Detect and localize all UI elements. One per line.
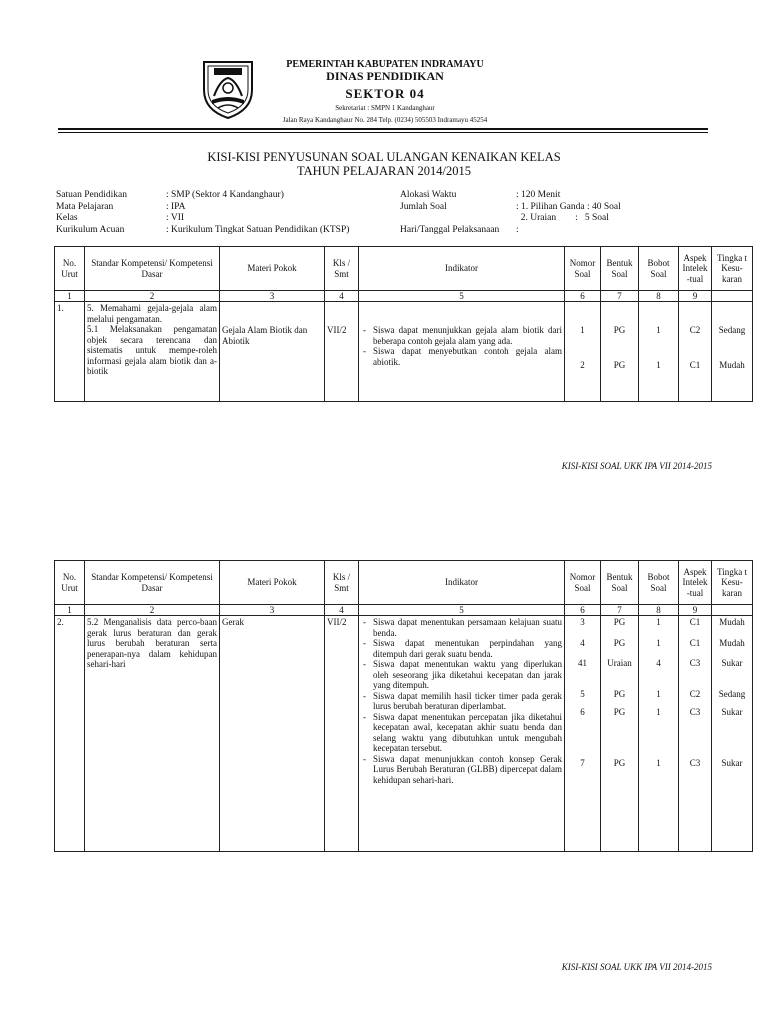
- col-number: [712, 291, 753, 302]
- document-subtitle: TAHUN PELAJARAN 2014/2015: [297, 164, 471, 178]
- col-number: 3: [220, 291, 325, 302]
- info-label: Satuan Pendidikan: [56, 190, 127, 200]
- col-number: 4: [325, 605, 359, 616]
- col-number: 7: [601, 291, 639, 302]
- tingkat-kesukaran: [712, 616, 753, 852]
- footer-text-1: KISI-KISI SOAL UKK IPA VII 2014-2015: [561, 461, 712, 471]
- header-bentuk: Bentuk Soal: [601, 247, 639, 291]
- bentuk-soal: [601, 302, 639, 402]
- info-label: Alokasi Waktu: [400, 190, 457, 200]
- aspek-intelektual: [679, 616, 712, 852]
- header-aspek: Aspek Intelek -tual: [679, 561, 712, 605]
- tingkat-value: Sukar: [721, 658, 743, 668]
- info-label: Kurikulum Acuan: [56, 224, 125, 235]
- bentuk-value: Uraian: [607, 658, 632, 668]
- col-number: 5: [359, 291, 565, 302]
- header-tingkat: Tingka t Kesu- karan: [712, 561, 753, 605]
- tingkat-kesukaran: [712, 302, 753, 402]
- tingkat-value: Mudah: [719, 359, 745, 370]
- header-no: No. Urut: [55, 561, 85, 605]
- col-number: 1: [55, 605, 85, 616]
- info-value: : VII: [166, 213, 185, 223]
- indikator-item: - Siswa dapat menentukan perpindahan yang ditempuh dari gerak suatu benda.: [361, 638, 562, 659]
- tingkat-value: Sedang: [718, 325, 746, 335]
- kls-smt: [325, 302, 359, 402]
- info-value: : Kurikulum Tingkat Satuan Pendidikan (KTSP): [166, 224, 350, 235]
- bobot-value: 1: [656, 688, 661, 699]
- aspek-intelektual: [679, 302, 712, 402]
- info-label: Kelas: [56, 213, 78, 223]
- bentuk-value: PG: [613, 757, 626, 768]
- header-bobot: Bobot Soal: [639, 561, 679, 605]
- nomor-value: 1: [580, 325, 585, 335]
- col-number: 4: [325, 291, 359, 302]
- nomor-value: 6: [580, 707, 585, 717]
- nomor-value: 4: [580, 637, 585, 648]
- col-number: 5: [359, 605, 565, 616]
- bentuk-value: PG: [613, 359, 626, 370]
- aspek-value: C2: [689, 325, 701, 335]
- bobot-soal: [639, 616, 679, 852]
- letterhead-line-2: DINAS PENDIDIKAN: [326, 69, 444, 83]
- table-header-row: [55, 561, 753, 605]
- nomor-value: 3: [580, 617, 585, 627]
- tingkat-value: Sukar: [721, 757, 743, 768]
- document-title: KISI-KISI PENYUSUNAN SOAL ULANGAN KENAIKAN KELAS: [207, 150, 561, 164]
- col-number: 8: [639, 291, 679, 302]
- aspek-value: C2: [689, 688, 701, 699]
- header-materi: Materi Pokok: [220, 561, 325, 605]
- row-no: 2.: [55, 616, 85, 852]
- indikator-item: - Siswa dapat menentukan persamaan kelajuan suatu benda.: [361, 617, 562, 638]
- tingkat-value: Mudah: [719, 617, 745, 627]
- nomor-value: 41: [578, 658, 587, 668]
- table-row: [55, 302, 753, 402]
- col-number: [712, 605, 753, 616]
- info-left: [56, 190, 349, 236]
- header-aspek: Aspek Intelek -tual: [679, 247, 712, 291]
- bobot-value: 1: [656, 617, 661, 627]
- footer-text-2: KISI-KISI SOAL UKK IPA VII 2014-2015: [561, 962, 712, 972]
- bentuk-value: PG: [613, 637, 626, 648]
- col-number: 7: [601, 605, 639, 616]
- aspek-value: C1: [689, 637, 701, 648]
- header-no: No. Urut: [55, 247, 85, 291]
- standar-kompetensi: 5. Memahami gejala-gejala alam melalui pengamatan.: [87, 303, 217, 324]
- nomor-value: 7: [580, 757, 585, 768]
- header-nomor: Nomor Soal: [565, 247, 601, 291]
- info-value: : SMP (Sektor 4 Kandanghaur): [166, 190, 284, 200]
- bobot-value: 1: [656, 637, 661, 648]
- nomor-value: 2: [580, 359, 585, 370]
- bentuk-soal: [601, 616, 639, 852]
- info-right: [400, 190, 621, 236]
- header-materi: Materi Pokok: [220, 247, 325, 291]
- tingkat-value: Mudah: [719, 637, 745, 648]
- indikator-item: - Siswa dapat menentukan percepatan jika diketahui kecepatan awal, kecepatan akhir suatu benda dan selang waktu yang dibutuhkan untuk mengubah kecepatan tersebut.: [361, 712, 562, 754]
- header-standar-kompetensi: Standar Kompetensi/ Kompetensi Dasar: [85, 247, 220, 291]
- header-kls: Kls / Smt: [325, 247, 359, 291]
- tingkat-value: Sukar: [721, 707, 743, 717]
- header-indikator: Indikator: [359, 247, 565, 291]
- indikator-cell: [359, 616, 565, 852]
- info-value: :: [516, 224, 519, 235]
- aspek-value: C1: [689, 617, 701, 627]
- header-nomor: Nomor Soal: [565, 561, 601, 605]
- kls-text: VII/2: [327, 325, 347, 335]
- header-kls: Kls / Smt: [325, 561, 359, 605]
- info-value: : 120 Menit: [516, 190, 561, 200]
- info-label: [400, 213, 516, 225]
- col-number: 2: [85, 291, 220, 302]
- nomor-value: 5: [580, 688, 585, 699]
- info-label: Jumlah Soal: [400, 201, 447, 212]
- kisi-table-1: [54, 246, 753, 402]
- table-row: [55, 616, 753, 852]
- col-number: 6: [565, 605, 601, 616]
- bobot-value: 1: [656, 325, 661, 335]
- aspek-value: C3: [689, 707, 701, 717]
- nomor-soal: [565, 616, 601, 852]
- letterhead-rule-thick: [58, 128, 708, 130]
- col-number: 1: [55, 291, 85, 302]
- indikator-item: - Siswa dapat menunjukkan gejala alam biotik dari beberapa contoh gejala alam yang ada.: [361, 325, 562, 346]
- letterhead-line-1: PEMERINTAH KABUPATEN INDRAMAYU: [286, 59, 484, 70]
- materi-pokok: Gerak: [220, 616, 325, 852]
- bobot-value: 4: [656, 658, 661, 668]
- bentuk-value: PG: [613, 617, 626, 627]
- col-number: 9: [679, 605, 712, 616]
- bobot-value: 1: [656, 359, 661, 370]
- bobot-value: 1: [656, 707, 661, 717]
- aspek-value: C3: [689, 658, 701, 668]
- col-number: 2: [85, 605, 220, 616]
- letterhead-line-3: SEKTOR 04: [345, 86, 425, 101]
- col-number: 3: [220, 605, 325, 616]
- table-header-row: [55, 247, 753, 291]
- indikator-item: - Siswa dapat menyebutkan contoh gejala alam abiotik.: [361, 346, 562, 367]
- letterhead-rule-thin: [58, 132, 708, 133]
- bobot-soal: [639, 302, 679, 402]
- header-bentuk: Bentuk Soal: [601, 561, 639, 605]
- column-number-row: [55, 605, 753, 616]
- indramayu-emblem-logo: [200, 56, 256, 120]
- indikator-cell: [359, 302, 565, 402]
- indikator-item: - Siswa dapat menunjukkan contoh konsep Gerak Lurus Berubah Beraturan (GLBB) dipercepat dalam kehidupan sehari-hari.: [361, 754, 562, 786]
- col-number: 8: [639, 605, 679, 616]
- indikator-item: - Siswa dapat menentukan waktu yang diperlukan oleh seseorang jika diketahui kecepatan dan jarak yang ditempuh.: [361, 659, 562, 691]
- aspek-value: C1: [689, 359, 701, 370]
- letterhead-line-5: Jalan Raya Kandanghaur No. 284 Telp. (0234) 505503 Indramayu 45254: [282, 116, 488, 124]
- col-number: 6: [565, 291, 601, 302]
- info-label: Hari/Tanggal Pelaksanaan: [400, 224, 500, 235]
- header-standar-kompetensi: Standar Kompetensi/ Kompetensi Dasar: [85, 561, 220, 605]
- aspek-value: C3: [689, 757, 701, 768]
- bentuk-value: PG: [613, 688, 626, 699]
- kompetensi-dasar: 5.1 Melaksanakan pengamatan objek secara terencana dan sistematis untuk mempe-roleh informasi gejala alam biotik dan a-biotik: [87, 324, 217, 376]
- info-value: 2. Uraian : 5 Soal: [516, 213, 609, 223]
- materi-pokok: [220, 302, 325, 402]
- letterhead: [0, 0, 768, 140]
- kisi-table-2: [54, 560, 753, 852]
- kompetensi-dasar: 5.2 Menganalisis data perco-baan gerak lurus beraturan dan gerak lurus berubah beraturan serta penerapan-nya dalam kehidupan sehari-hari: [85, 616, 220, 852]
- info-value: : 1. Pilihan Ganda : 40 Soal: [516, 201, 621, 212]
- letterhead-line-4: Sekretariat : SMPN 1 Kandanghaur: [335, 104, 435, 112]
- standar-kompetensi-cell: [85, 302, 220, 402]
- row-no: 1.: [55, 302, 85, 402]
- header-tingkat: Tingka t Kesu- karan: [712, 247, 753, 291]
- kls-smt: VII/2: [325, 616, 359, 852]
- bentuk-value: PG: [613, 325, 626, 335]
- tingkat-value: Sedang: [718, 688, 746, 699]
- info-value: : IPA: [166, 201, 186, 212]
- indikator-item: - Siswa dapat memilih hasil ticker timer pada gerak lurus berubah beraturan diperlambat.: [361, 691, 562, 712]
- bentuk-value: PG: [613, 707, 626, 717]
- header-bobot: Bobot Soal: [639, 247, 679, 291]
- bobot-value: 1: [656, 757, 661, 768]
- materi-text: Gejala Alam Biotik dan Abiotik: [222, 325, 308, 346]
- nomor-soal: [565, 302, 601, 402]
- column-number-row: [55, 291, 753, 302]
- header-indikator: Indikator: [359, 561, 565, 605]
- info-label: Mata Pelajaran: [56, 201, 114, 212]
- col-number: 9: [679, 291, 712, 302]
